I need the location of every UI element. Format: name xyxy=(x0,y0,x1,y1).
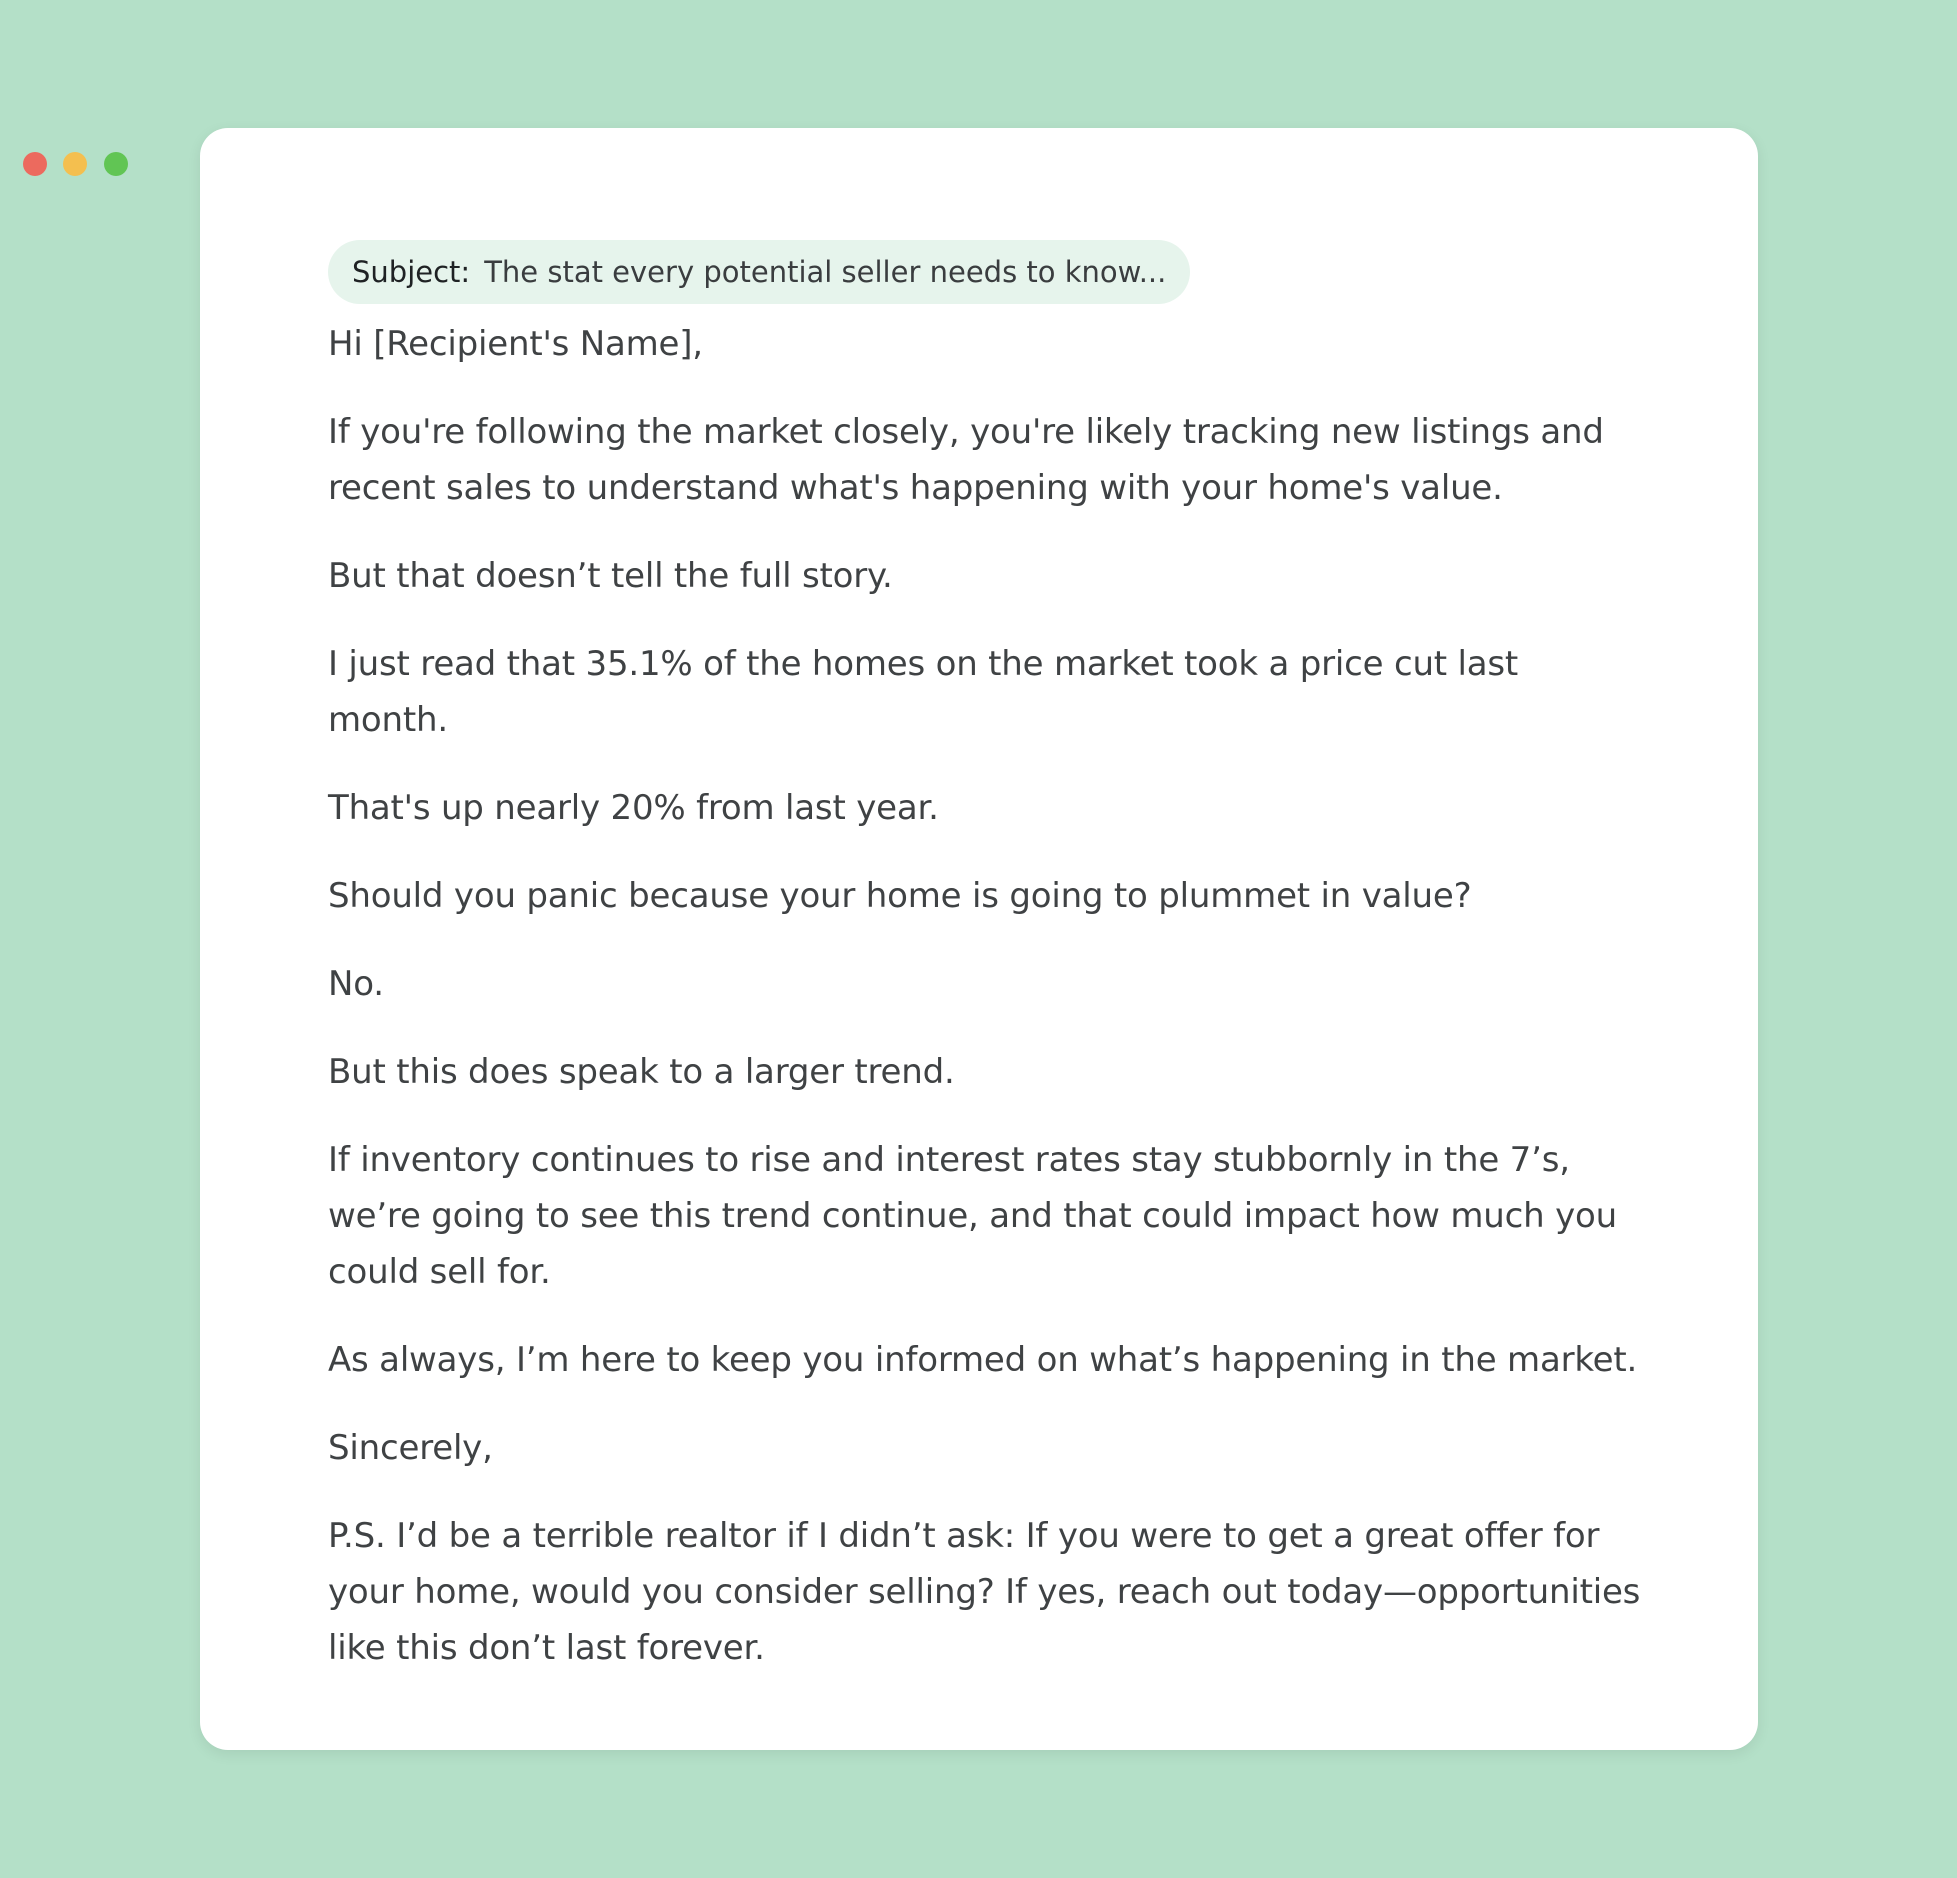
email-paragraph: Should you panic because your home is going to plummet in value? xyxy=(328,876,1472,916)
minimize-window-button[interactable] xyxy=(63,152,87,176)
subject-line xyxy=(328,240,1190,304)
postscript: P.S. I’d be a terrible realtor if I didn’t ask: If you were to get a great offer for your home, would you consider selling? If yes, reach out today—opportunities like this don’t last forever. xyxy=(328,1516,1641,1668)
sign-off: Sincerely, xyxy=(328,1428,493,1468)
subject-label: Subject: xyxy=(352,255,471,289)
email-paragraph: I just read that 35.1% of the homes on the market took a price cut last month. xyxy=(328,644,1519,740)
subject-text: The stat every potential seller needs to know... xyxy=(484,255,1167,289)
email-paragraph: But that doesn’t tell the full story. xyxy=(328,556,893,596)
email-paragraph: As always, I’m here to keep you informed on what’s happening in the market. xyxy=(328,1340,1638,1380)
maximize-window-button[interactable] xyxy=(104,152,128,176)
greeting: Hi [Recipient's Name], xyxy=(328,324,703,364)
email-paragraph: That's up nearly 20% from last year. xyxy=(328,788,939,828)
email-paragraph: But this does speak to a larger trend. xyxy=(328,1052,955,1092)
email-paragraph: If inventory continues to rise and interest rates stay stubbornly in the 7’s, we’re going to see this trend continue, and that could impact how much you could sell for. xyxy=(328,1140,1617,1292)
email-paragraph: If you're following the market closely, you're likely tracking new listings and recent sales to understand what's happening with your home's value. xyxy=(328,412,1604,508)
email-paragraph: No. xyxy=(328,964,384,1004)
email-body xyxy=(328,240,1648,1708)
close-window-button[interactable] xyxy=(23,152,47,176)
